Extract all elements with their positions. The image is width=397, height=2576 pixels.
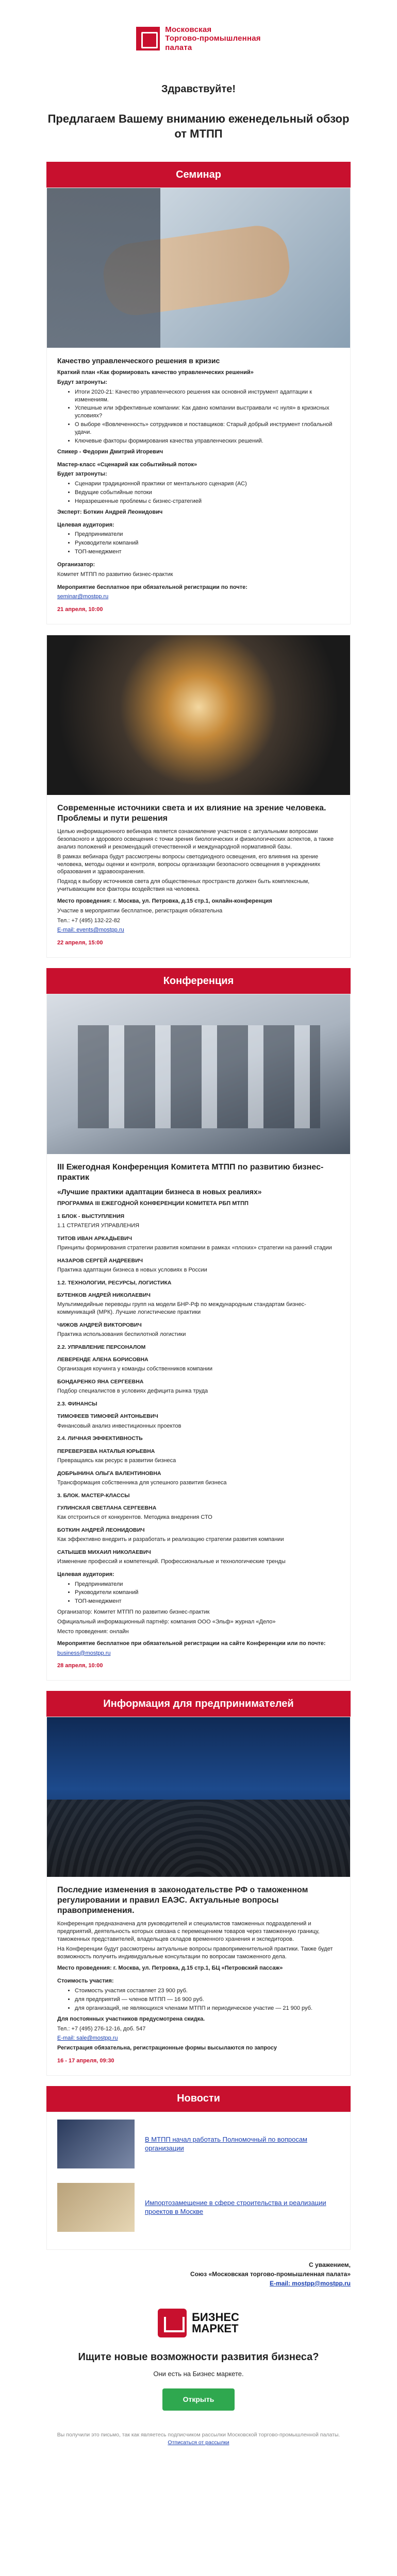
list-item: • для организаций, не являющихся членами МТПП и периодическое участие — 21 900 руб. xyxy=(75,2005,340,2012)
list-item: • Руководители компаний xyxy=(75,539,340,547)
footer-text: Вы получили это письмо, так как являетесь подписчиком рассылки Московской торгово-промышленной палаты. xyxy=(57,2432,340,2438)
program-block xyxy=(57,1235,340,1252)
list-item: • Руководители компаний xyxy=(75,1589,340,1597)
list-item: • для предприятий — членов МТПП — 16 900 руб. xyxy=(75,1996,340,2004)
list-item: • Ведущие событийные потоки xyxy=(75,489,340,497)
org-name-line3: палата xyxy=(165,43,192,52)
conference-image xyxy=(47,994,350,1154)
seminar2-body2: В рамках вебинара будут рассмотрены вопросы светодиодного освещения, его влияния на зрение человека, методы оценки и контроля, вопросы организации безопасного освещения в учреждениях образования и здравоохранения. xyxy=(57,853,321,875)
program-block xyxy=(57,1279,340,1286)
program-block xyxy=(57,1213,340,1230)
seminar1-reg: Мероприятие бесплатное при обязательной регистрации по почте: xyxy=(57,584,247,590)
entrepreneurs-date: 16 - 17 апреля, 09:30 xyxy=(57,2058,114,2064)
conference-card xyxy=(46,994,351,1681)
program-block xyxy=(57,1504,340,1521)
program-block-head: БОТКИН АНДРЕЙ ЛЕОНИДОВИЧ xyxy=(57,1527,145,1533)
program-block-line: Финансовый анализ инвестиционных проектов xyxy=(57,1422,181,1429)
conference-aud-label: Целевая аудитория: xyxy=(57,1571,114,1578)
program-block-line: Подбор специалистов в условиях дефицита рынка труда xyxy=(57,1388,208,1395)
conference-program-label: ПРОГРАММА III ЕЖЕГОДНОЙ КОНФЕРЕНЦИИ КОМИТЕТА РБП МТПП xyxy=(57,1200,249,1207)
program-block-head: ДОБРЫНИНА ОЛЬГА ВАЛЕНТИНОВНА xyxy=(57,1470,161,1477)
signature-line2: Союз «Московская торгово-промышленная палата» xyxy=(190,2270,351,2278)
entrepreneurs-title[interactable]: Последние изменения в законодательстве РФ о таможенном регулировании и правил ЕАЭС. Актуальные вопросы правоприменения. xyxy=(57,1886,308,1916)
seminar1-org: Комитет МТПП по развитию бизнес-практик xyxy=(57,571,173,578)
list-item: • Предприниматели xyxy=(75,1581,340,1588)
seminar1-email-link[interactable]: seminar@mostpp.ru xyxy=(57,594,109,600)
program-block-line: Практика адаптации бизнеса в новых условиях в России xyxy=(57,1267,207,1274)
program-block xyxy=(57,1344,340,1351)
news-item[interactable] xyxy=(47,2176,350,2239)
light-bulb-image xyxy=(47,635,350,795)
program-block-head: ЛЕВЕРЕНДЕ АЛЕНА БОРИСОВНА xyxy=(57,1357,148,1363)
program-block xyxy=(57,1470,340,1487)
bm-logo-line2: МАРКЕТ xyxy=(192,2321,239,2335)
program-block-head: 2.4. ЛИЧНАЯ ЭФФЕКТИВНОСТЬ xyxy=(57,1435,143,1442)
entrepreneurs-cost-list xyxy=(75,1987,340,2012)
seminar1-bullets xyxy=(75,388,340,445)
entrepreneurs-contacts-label: Для постоянных участников предусмотрена скидка. xyxy=(57,2015,205,2022)
section-entrepreneurs: Информация для предпринимателей xyxy=(46,1691,351,1717)
entrepreneurs-phone: Тел.: +7 (495) 276-12-16, доб. 547 xyxy=(57,2025,146,2032)
header xyxy=(46,0,351,77)
unsubscribe-link[interactable]: Отписаться от рассылки xyxy=(168,2439,229,2446)
entrepreneurs-reg: Регистрация обязательна, регистрационные формы высылаются по запросу xyxy=(57,2045,277,2052)
mtpp-logo-icon xyxy=(136,27,160,50)
business-market-logo xyxy=(158,2309,239,2337)
program-block xyxy=(57,1400,340,1408)
entrepreneurs-body2: На Конференции будут рассмотрены актуальные вопросы правоприменительной практики. Также будет возможность получить индивидуальные консультации по вопросам таможенного дела. xyxy=(57,1945,333,1960)
program-block-head: ТИТОВ ИВАН АРКАДЬЕВИЧ xyxy=(57,1235,132,1242)
entrepreneurs-card xyxy=(46,1717,351,2076)
news-title[interactable]: В МТПП начал работать Полномочный по вопросам организации xyxy=(145,2135,307,2153)
signature xyxy=(46,2250,351,2298)
seminar1-date: 21 апреля, 10:00 xyxy=(57,606,103,613)
list-item: • Неразрешенные проблемы с бизнес-стратегией xyxy=(75,498,340,505)
seminar2-title[interactable]: Современные источники света и их влияние на зрение человека. Проблемы и пути решения xyxy=(57,804,326,823)
seminar1-aud-list xyxy=(75,531,340,556)
seminar1-title[interactable]: Качество управленческого решения в кризис xyxy=(57,357,220,365)
section-conference: Конференция xyxy=(46,968,351,994)
seminar2-email-link[interactable]: E-mail: events@mostpp.ru xyxy=(57,927,124,934)
program-block-head: БОНДАРЕНКО ЯНА СЕРГЕЕВНА xyxy=(57,1379,144,1385)
program-block-head: 2.3. ФИНАНСЫ xyxy=(57,1401,97,1408)
news-thumbnail[interactable] xyxy=(57,2120,135,2168)
list-item: • Итоги 2020-21: Качество управленческого решения как основной инструмент адаптации к изменениям. xyxy=(75,388,340,404)
entrepreneurs-body1: Конференция предназначена для руководителей и специалистов таможенных подразделений и предприятий, деятельность которых связана с перемещением товаров через таможенную границу, таможенных представителей, владельцев складов временного хранения и экспедиторов. xyxy=(57,1921,320,1942)
list-item: • Предприниматели xyxy=(75,531,340,538)
conference-date: 28 апреля, 10:00 xyxy=(57,1663,103,1669)
news-card xyxy=(46,2112,351,2250)
conference-aud-list xyxy=(75,1581,340,1606)
seminar2-body3: Подход к выбору источников света для общественных пространств должен быть комплексным, учитывающим все факторы воздействия на человека. xyxy=(57,878,310,893)
program-block xyxy=(57,1321,340,1338)
footer xyxy=(46,2431,351,2446)
seminar1-mc-label: Мастер-класс «Сценарий как событийный поток» xyxy=(57,461,197,468)
entrepreneurs-cost-label: Стоимость участия: xyxy=(57,1978,114,1985)
greeting: Здравствуйте! xyxy=(161,83,236,95)
program-block-head: 1 БЛОК - ВЫСТУПЛЕНИЯ xyxy=(57,1213,125,1219)
conference-org: Организатор: Комитет МТПП по развитию бизнес-практик xyxy=(57,1609,210,1616)
program-block-line: Организация коучинга у команды собственников компании xyxy=(57,1366,213,1372)
seminar2-body1: Целью информационного вебинара является ознакомление участников с актуальными вопросами безопасного и здорового освещения с точки зрения биологических и физиологических аспектов, а также анализ положений и рекомендаций отечественной и международной нормативной базы. xyxy=(57,828,334,850)
news-item[interactable] xyxy=(47,2112,350,2176)
program-block-line: Принципы формирования стратегии развития компании в рамках «плохих» стратегии на ранний стадии xyxy=(57,1245,332,1251)
seminar1-mc-bullets xyxy=(75,480,340,505)
program-block-line: Трансформация собственника для успешного развития бизнеса xyxy=(57,1479,227,1486)
program-block-head: БУТЕНКОВ АНДРЕЙ НИКОЛАЕВИЧ xyxy=(57,1292,151,1299)
conference-hall-image xyxy=(47,1717,350,1877)
intro-text: Предлагаем Вашему вниманию еженедельный обзор от МТПП xyxy=(47,112,350,140)
program-block xyxy=(57,1549,340,1566)
program-block xyxy=(57,1492,340,1499)
program-block-line: Практика использования беспилотной логистики xyxy=(57,1331,186,1338)
conference-place: Место проведения: онлайн xyxy=(57,1628,129,1635)
handshake-image xyxy=(47,188,350,348)
seminar1-aud-label: Целевая аудитория: xyxy=(57,521,114,528)
program-block-head: 1.2. ТЕХНОЛОГИИ, РЕСУРСЫ, ЛОГИСТИКА xyxy=(57,1279,172,1286)
seminar1-org-label: Организатор: xyxy=(57,561,95,568)
shopping-bag-icon xyxy=(158,2309,187,2337)
conference-title[interactable]: III Ежегодная Конференция Комитета МТПП по развитию бизнес-практик xyxy=(57,1163,324,1182)
seminar2-date: 22 апреля, 15:00 xyxy=(57,940,103,946)
program-block-line: Как эффективно внедрить и разработать и реализацию стратегии развития компании xyxy=(57,1536,284,1543)
open-button[interactable]: Открыть xyxy=(162,2388,235,2411)
program-block-head: 2.2. УПРАВЛЕНИЕ ПЕРСОНАЛОМ xyxy=(57,1344,146,1350)
list-item: • Ключевые факторы формирования качества управленческих решений. xyxy=(75,437,340,445)
seminar1-mc-sub: Будет затронуты: xyxy=(57,471,107,478)
bm-logo-line1: БИЗНЕС xyxy=(192,2310,239,2324)
program-block xyxy=(57,1435,340,1442)
seminar1-q-label: Будут затронуты: xyxy=(57,379,108,385)
conference-subtitle: «Лучшие практики адаптации бизнеса в новых реалиях» xyxy=(57,1188,262,1196)
news-title[interactable]: Импортозамещение в сфере строительства и реализации проектов в Москве xyxy=(145,2198,326,2216)
seminar2-place: Место проведения: г. Москва, ул. Петровка, д.15 стр.1, онлайн-конференция xyxy=(57,897,272,904)
program-block xyxy=(57,1448,340,1465)
list-item: • Успешные или эффективные компании: Как давно компании выстраивали «с нуля» в кризисных условиях? xyxy=(75,404,340,420)
list-item: • О выборе «Вовлеченность» сотрудников и поставщиков: Старый добрый инструмент глобальной удачи. xyxy=(75,421,340,436)
section-seminar: Семинар xyxy=(46,162,351,188)
program-block-line: Как отстроиться от конкурентов. Методика внедрения СТО xyxy=(57,1514,212,1520)
program-block-head: 3. БЛОК. МАСТЕР-КЛАССЫ xyxy=(57,1492,130,1499)
program-block-head: ГУЛИНСКАЯ СВЕТЛАНА СЕРГЕЕВНА xyxy=(57,1504,157,1511)
seminar-card-2 xyxy=(46,635,351,958)
org-name-line2: Торгово-промышленная xyxy=(165,34,261,43)
program-block xyxy=(57,1413,340,1430)
list-item: • Сценарии традиционной практики от ментального сценария (АС) xyxy=(75,480,340,488)
conference-program xyxy=(57,1213,340,1566)
org-name xyxy=(165,25,260,52)
signature-line1: С уважением, xyxy=(309,2261,351,2268)
program-block-head: ТИМОФЕЕВ ТИМОФЕЙ АНТОНЬЕВИЧ xyxy=(57,1413,158,1420)
program-block xyxy=(57,1257,340,1274)
bm-subtitle: Они есть на Бизнес маркете. xyxy=(153,2369,244,2378)
program-block-line: Превращаясь как ресурс в развитии бизнеса xyxy=(57,1457,176,1464)
entrepreneurs-place: Место проведения: г. Москва, ул. Петровка, д.15 стр.1, БЦ «Петровский пассаж» xyxy=(57,1965,283,1972)
org-name-line1: Московская xyxy=(165,25,212,35)
news-thumbnail[interactable] xyxy=(57,2183,135,2232)
program-block-line: Мультимедийные переводы групп на модели БНР-Рф по международным стандартам бизнес-коммуникаций (МРК). Лучшие логистические практики xyxy=(57,1301,306,1316)
program-block-head: САТЫШЕВ МИХАИЛ НИКОЛАЕВИЧ xyxy=(57,1549,151,1555)
entrepreneurs-email-link[interactable]: E-mail: sale@mostpp.ru xyxy=(57,2035,118,2042)
seminar1-expert: Эксперт: Боткин Андрей Леонидович xyxy=(57,509,163,515)
program-block xyxy=(57,1378,340,1395)
program-block xyxy=(57,1292,340,1316)
program-block xyxy=(57,1356,340,1373)
conference-email-link[interactable]: business@mostpp.ru xyxy=(57,1650,111,1656)
email-body xyxy=(46,0,351,2447)
program-block-head: ПЕРЕВЕРЗЕВА НАТАЛЬЯ ЮРЬЕВНА xyxy=(57,1448,155,1454)
seminar1-speaker: Спикер - Федорин Дмитрий Игоревич xyxy=(57,448,163,455)
section-news: Новости xyxy=(46,2086,351,2112)
signature-email-link[interactable]: E-mail: mostpp@mostpp.ru xyxy=(269,2279,351,2287)
list-item: • ТОП-менеджмент xyxy=(75,548,340,556)
program-block-head: ЧИЖОВ АНДРЕЙ ВИКТОРОВИЧ xyxy=(57,1321,142,1328)
seminar2-phone: Тел.: +7 (495) 132-22-82 xyxy=(57,917,120,924)
bm-question: Ищите новые возможности развития бизнеса? xyxy=(78,2351,319,2363)
program-block xyxy=(57,1527,340,1544)
list-item: • Стоимость участия составляет 23 900 руб. xyxy=(75,1987,340,1995)
conference-reg: Мероприятие бесплатное при обязательной регистрации на сайте Конференции или по почте: xyxy=(57,1640,326,1647)
seminar1-subtitle: Краткий план «Как формировать качество управленческих решений» xyxy=(57,369,254,376)
conference-partner: Официальный информационный партнёр: компания ООО «Эльф» журнал «Дело» xyxy=(57,1619,276,1625)
program-block-line: Изменение профессий и компетенций. Профессиональные и технологические тренды xyxy=(57,1558,286,1565)
list-item: • ТОП-менеджмент xyxy=(75,1598,340,1605)
seminar2-reg: Участие в мероприятии бесплатное, регистрация обязательна xyxy=(57,907,223,914)
program-block-line: 1.1 СТРАТЕГИЯ УПРАВЛЕНИЯ xyxy=(57,1223,140,1229)
program-block-head: НАЗАРОВ СЕРГЕЙ АНДРЕЕВИЧ xyxy=(57,1257,143,1264)
business-market-promo xyxy=(46,2309,351,2411)
seminar-card-1 xyxy=(46,188,351,624)
